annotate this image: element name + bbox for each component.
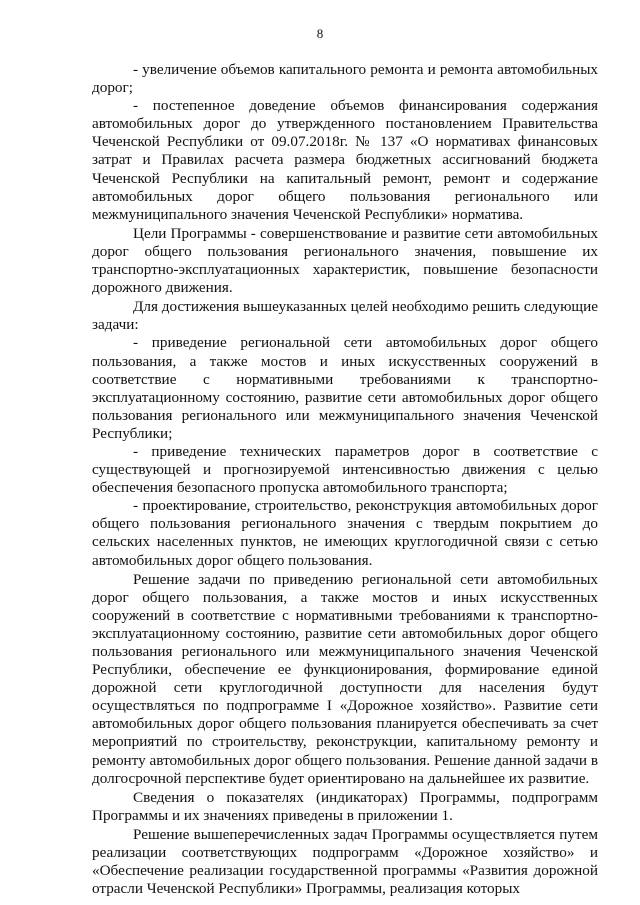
paragraph: Решение задачи по приведению региональной сети автомобильных дорог общего пользования, а также мостов и иных искусственных сооружений в соответствие с нормативными требованиями к транспортно-эксплуатационному состоянию, развитие сети автомобильных дорог общего пользования регионального или межмуниципального значения Чеченской Республики, обеспечение ее функционирования, формирование единой дорожной сети круглогодичной доступности для населения будут осуществляться по подпрограмме I «Дорожное хозяйство». Развитие сети автомобильных дорог общего пользования планируется обеспечивать за счет мероприятий по строительству, реконструкции, капитальному ремонту и ремонту автомобильных дорог общего пользования. Решение данной задачи в долгосрочной перспективе будет ориентировано на дальнейшее их развитие. [92, 570, 598, 787]
paragraph: Для достижения вышеуказанных целей необходимо решить следующие задачи: [92, 298, 598, 334]
paragraph: - постепенное доведение объемов финансирования содержания автомобильных дорог до утвержденного постановлением Правительства Чеченской Республики от 09.07.2018г. № 137 «О нормативах финансовых затрат и Правилах расчета размера бюджетных ассигнований бюджета Чеченской Республики на капитальный ремонт, ремонт и содержание автомобильных дорог общего пользования регионального или межмуниципального значения Чеченской Республики» норматива. [92, 97, 598, 223]
document-body [92, 61, 598, 898]
page-number: 8 [316, 26, 324, 41]
paragraph: - проектирование, строительство, реконструкция автомобильных дорог общего пользования регионального значения с твердым покрытием до сельских населенных пунктов, не имеющих круглогодичной связи с сетью автомобильных дорог общего пользования. [92, 497, 598, 569]
paragraph: - приведение региональной сети автомобильных дорог общего пользования, а также мостов и иных искусственных сооружений в соответствие с нормативными требованиями к транспортно-эксплуатационному состоянию, развитие сети автомобильных дорог общего пользования регионального или межмуниципального значения Чеченской Республики; [92, 334, 598, 442]
paragraph: Решение вышеперечисленных задач Программы осуществляется путем реализации соответствующих подпрограмм «Дорожное хозяйство» и «Обеспечение реализации государственной программы «Развития дорожной отрасли Чеченской Республики» Программы, реализация которых [92, 825, 598, 898]
paragraph: Сведения о показателях (индикаторах) Программы, подпрограмм Программы и их значениях приведены в приложении 1. [92, 788, 598, 824]
paragraph: Цели Программы - совершенствование и развитие сети автомобильных дорог общего пользования регионального значения, повышение их транспортно-эксплуатационных характеристик, повышение безопасности дорожного движения. [92, 224, 598, 297]
paragraph: - приведение технических параметров дорог в соответствие с существующей и прогнозируемой интенсивностью движения с целью обеспечения безопасного пропуска автомобильного транспорта; [92, 442, 598, 497]
paragraph: - увеличение объемов капитального ремонта и ремонта автомобильных дорог; [92, 61, 598, 97]
